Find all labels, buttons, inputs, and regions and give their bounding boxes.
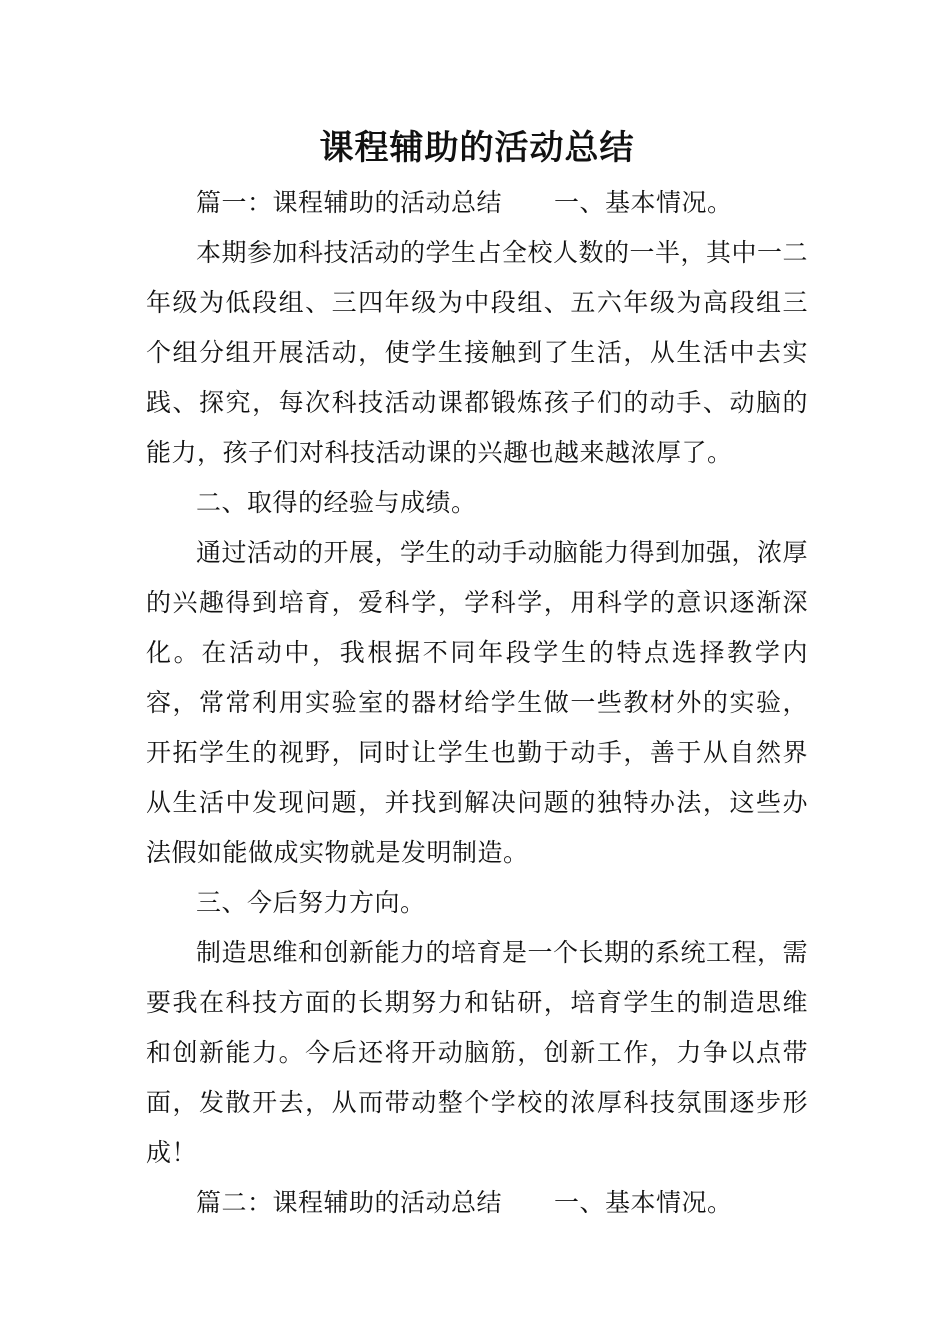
part1-section2-heading: 二、取得的经验与成绩。 [196, 488, 477, 517]
part2-heading-line [146, 1178, 808, 1228]
document-title: 课程辅助的活动总结 [319, 128, 635, 168]
part2-section1-heading: 一、基本情况。 [554, 1188, 733, 1217]
part1-section3-paragraph: 制造思维和创新能力的培育是一个长期的系统工程，需要我在科技方面的长期努力和钻研，培育学生的制造思维和创新能力。今后还将开动脑筋，创新工作，力争以点带面，发散开去，从而带动整个学校的浓厚科技氛围逐步形成！ [146, 938, 809, 1167]
part1-section3-heading: 三、今后努力方向。 [196, 888, 426, 917]
document-body [146, 178, 808, 1228]
part1-section2-paragraph: 通过活动的开展，学生的动手动脑能力得到加强，浓厚的兴趣得到培育，爱科学，学科学，用科学的意识逐渐深化。在活动中，我根据不同年段学生的特点选择教学内容，常常利用实验室的器材给学生做一些教材外的实验，开拓学生的视野，同时让学生也勤于动手，善于从自然界从生活中发现问题，并找到解决问题的独特办法，这些办法假如能做成实物就是发明制造。 [146, 538, 809, 867]
part1-section1-heading: 一、基本情况。 [554, 188, 733, 217]
part1-section1-paragraph: 本期参加科技活动的学生占全校人数的一半，其中一二年级为低段组、三四年级为中段组、五六年级为高段组三个组分组开展活动，使学生接触到了生活，从生活中去实践、探究，每次科技活动课都锻炼孩子们的动手、动脑的能力，孩子们对科技活动课的兴趣也越来越浓厚了。 [146, 238, 809, 467]
part1-label: 篇一：课程辅助的活动总结 [196, 188, 503, 217]
part2-label: 篇二：课程辅助的活动总结 [196, 1188, 503, 1217]
part1-heading-line [146, 178, 808, 228]
document-page [146, 118, 808, 1228]
